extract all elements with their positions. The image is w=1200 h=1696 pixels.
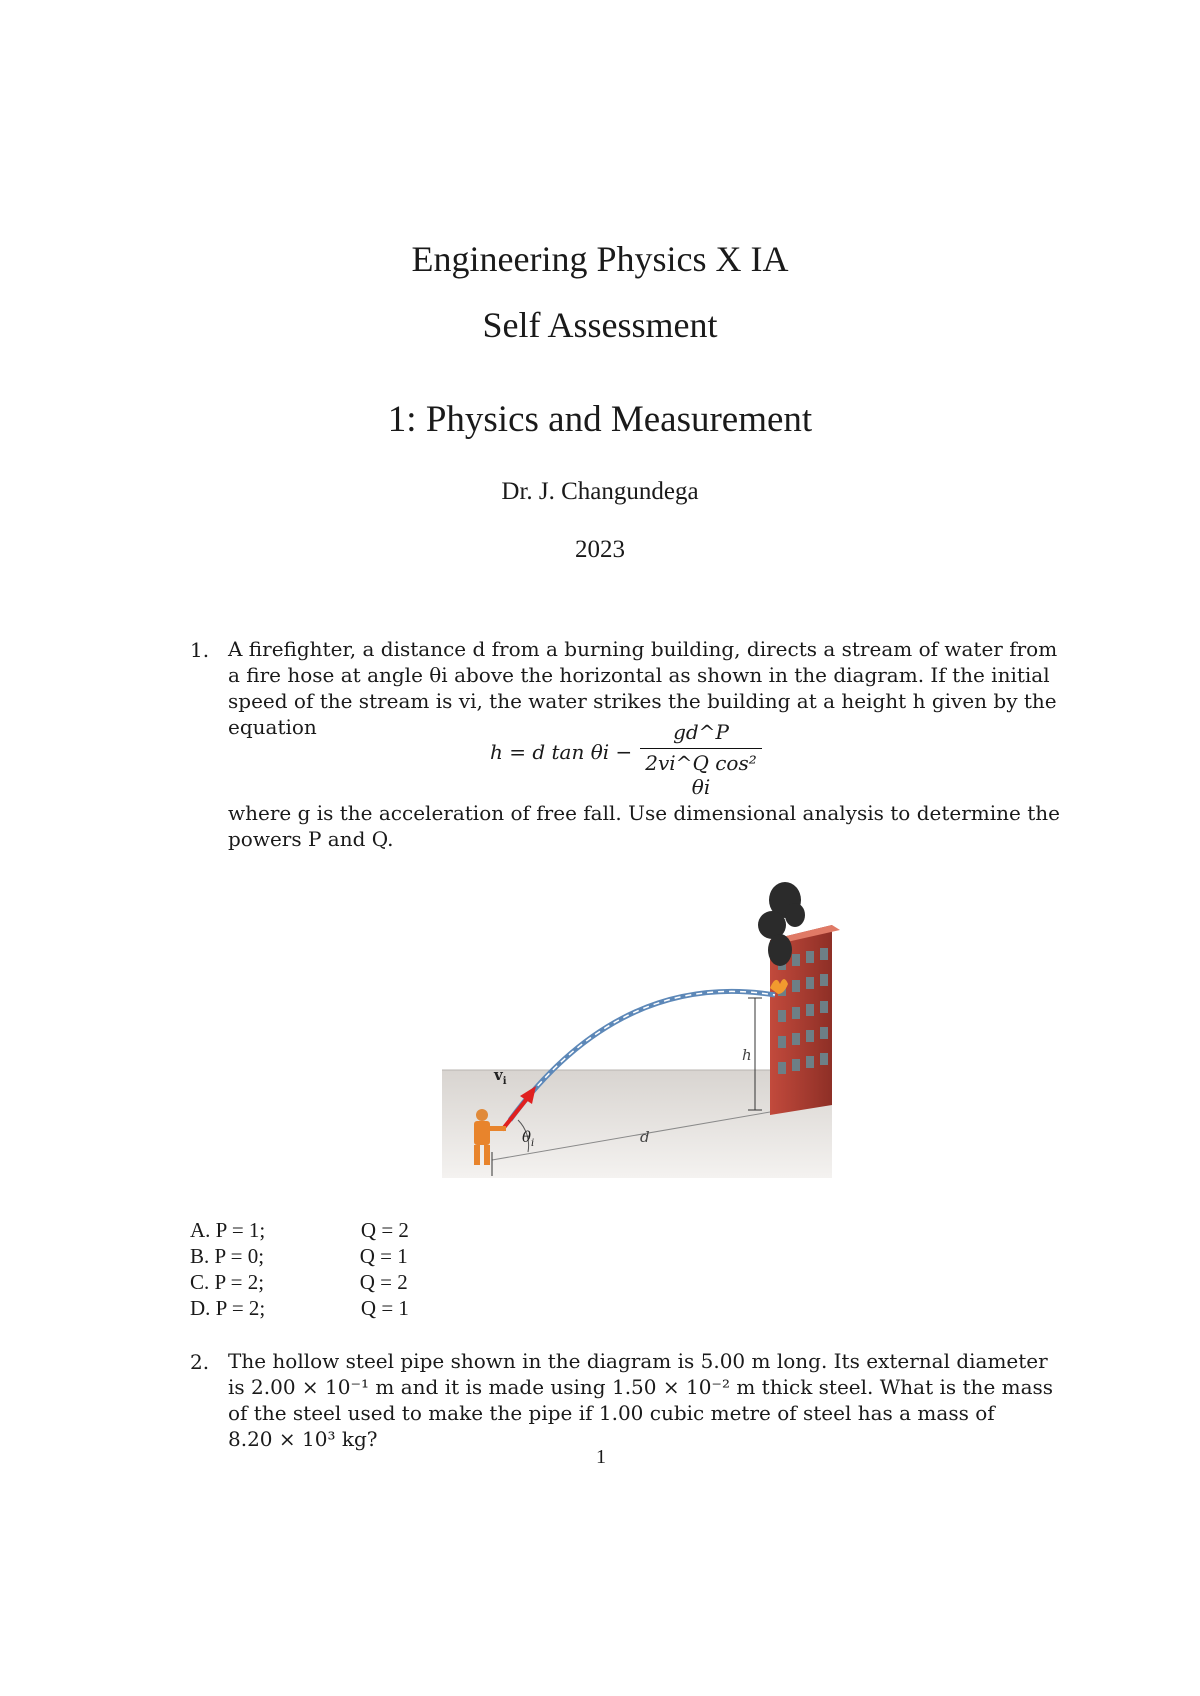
question-2-line: The hollow steel pipe shown in the diagram is 5.00 m long. Its external diameter <box>228 1349 1048 1373</box>
velocity-subscript: i <box>502 1076 507 1087</box>
option-q-value: Q = 1 <box>359 1244 408 1268</box>
document-title: Engineering Physics X IA <box>411 239 789 279</box>
option-c[interactable] <box>190 1270 408 1295</box>
document-year: 2023 <box>575 536 625 563</box>
option-letter: A. <box>190 1218 211 1242</box>
question-1-line: where g is the acceleration of free fall. Use dimensional analysis to determine the <box>228 801 1060 825</box>
option-p-value: P = 2; <box>215 1296 266 1320</box>
option-p-value: P = 2; <box>214 1270 265 1294</box>
question-2-line: is 2.00 × 10⁻¹ m and it is made using 1.50 × 10⁻² m thick steel. What is the mass <box>228 1375 1054 1399</box>
option-b[interactable] <box>190 1244 408 1269</box>
equation-lhs: h = d tan θi − <box>490 740 633 764</box>
fraction-bar <box>640 748 762 749</box>
height-label: h <box>742 1046 752 1064</box>
equation-denominator: 2vi^Q cos² θi <box>645 751 757 799</box>
chapter-heading: 1: Physics and Measurement <box>387 399 813 440</box>
angle-label: θ <box>522 1128 532 1146</box>
question-1-line: speed of the stream is vi, the water strikes the building at a height h given by the <box>228 689 1057 713</box>
document-subtitle: Self Assessment <box>482 305 718 345</box>
option-a[interactable] <box>190 1218 409 1243</box>
question-1-continuation <box>228 800 1088 852</box>
distance-label: d <box>640 1128 650 1146</box>
option-letter: D. <box>190 1296 211 1320</box>
page-number: 1 <box>596 1446 606 1468</box>
option-p-value: P = 0; <box>214 1244 265 1268</box>
option-p-value: P = 1; <box>215 1218 266 1242</box>
question-1-line: equation <box>228 715 317 739</box>
option-letter: C. <box>190 1270 210 1294</box>
question-1-line: a fire hose at angle θi above the horizontal as shown in the diagram. If the initial <box>228 663 1050 687</box>
equation-numerator: gd^P <box>673 720 729 744</box>
option-q-value: Q = 1 <box>360 1296 409 1320</box>
option-q-value: Q = 2 <box>360 1218 409 1242</box>
equation-fraction <box>640 720 762 799</box>
option-d[interactable] <box>190 1296 409 1321</box>
option-letter: B. <box>190 1244 210 1268</box>
svg-text:vi <box>493 1066 507 1087</box>
angle-subscript: i <box>531 1138 535 1149</box>
question-1-line: A firefighter, a distance d from a burning building, directs a stream of water from <box>228 637 1058 661</box>
question-2-number: 2. <box>190 1350 210 1374</box>
firefighter-diagram <box>440 880 840 1180</box>
height-equation <box>490 720 757 799</box>
question-2-text <box>228 1348 1088 1452</box>
question-2-line: of the steel used to make the pipe if 1.00 cubic metre of steel has a mass of <box>228 1401 995 1425</box>
question-1-line: powers P and Q. <box>228 827 394 851</box>
option-q-value: Q = 2 <box>359 1270 408 1294</box>
author-name: Dr. J. Changundega <box>501 478 699 505</box>
question-2-line: 8.20 × 10³ kg? <box>228 1427 378 1451</box>
velocity-label: v <box>494 1066 503 1084</box>
question-1-number: 1. <box>190 638 210 662</box>
